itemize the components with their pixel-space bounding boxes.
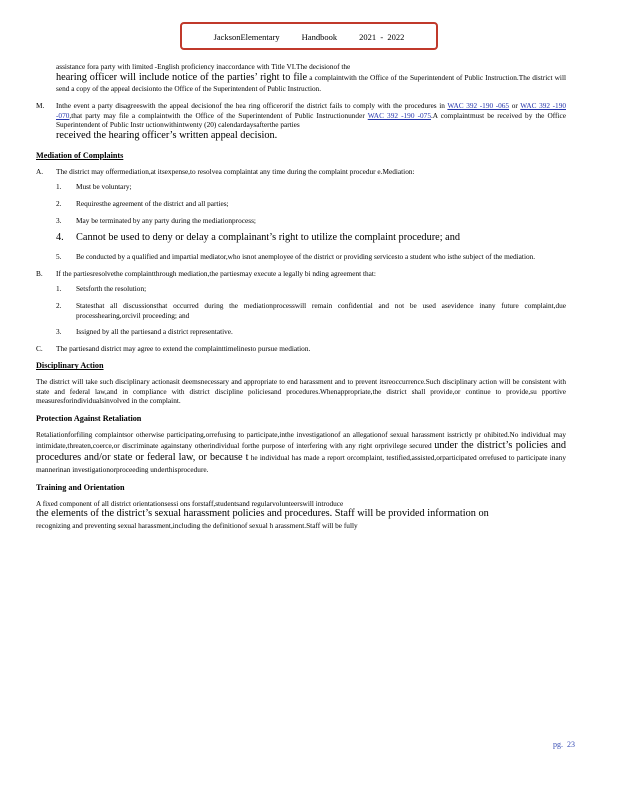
- list-item: 4. Cannot be used to deny or delay a complainant’s right to utilize the complaint procedure; and: [56, 232, 461, 244]
- wac-link-075[interactable]: WAC 392 -190 -075: [367, 110, 431, 120]
- header-text: [182, 32, 436, 42]
- list-item: 5. Be conducted by a qualified and impartial mediator,who isnot anemployee of the district or providing servicesto a student who isthe subject of the mediation.: [56, 252, 536, 262]
- wac-link-065[interactable]: WAC 392 -190 -065: [447, 101, 510, 111]
- list-item: 3. May be terminated by any party during the mediationprocess;: [56, 215, 256, 225]
- intro-line-1: assistance fora party with limited -English proficiency inaccordance with Title VI.The decisionof the: [56, 62, 351, 71]
- item-m: M. Inthe event a party disagreeswith the appeal decisionof the hea ring officerorif the district fails to comply with the procedures in WAC 392 -190 -065 or WAC 392 -190 -070,that party may file a complaintwith the Office of the Superintendent of Public Instructionunder WAC 392 -190 -075.A complaintmust be received by the Office Superintendent of Public Instr uctionwithintwenty (20) calendardaysafterthe parties received the hearing officer’s written appeal decision.: [36, 101, 566, 141]
- header-title: Handbook: [301, 32, 338, 42]
- wac-link-070[interactable]: WAC 392 -190 -070: [56, 101, 566, 120]
- list-item: 2. Statesthat all discussionsthat occurred during the mediationprocesswill remain confidential and not be used asevidence inany future complaint,due processhearing,orcivil proceeding; and: [56, 300, 566, 320]
- page-content: [36, 62, 566, 538]
- page-number: pg. 23: [553, 740, 575, 749]
- list-item: 1. Setsforth the resolution;: [56, 284, 147, 294]
- list-item: 3. Issigned by all the partiesand a district representative.: [56, 327, 233, 337]
- disciplinary-paragraph: The district will take such disciplinary actionasit deemsnecessary and appropriate to end harassment and to prevent itsreoccurrence.Such disciplinary action will be consistent with state and federal law,and in compliance with district discipline policiesand procedures.Whenappropriate,the district shall provide,or continue to provide,su pportive measuresforindividualsinvolved in the complaint.: [36, 377, 566, 406]
- header-school: JacksonElementary: [213, 32, 280, 42]
- intro-paragraph: [36, 62, 566, 94]
- mediation-a: A. The district may offermediation,at itsexpense,to resolvea complaintat any time during the complaint procedur e.Mediation:: [36, 166, 415, 176]
- header-years: 2021 - 2022: [359, 32, 405, 42]
- list-item: 1. Must be voluntary;: [56, 182, 132, 192]
- heading-mediation: Mediation of Complaints: [36, 150, 124, 160]
- heading-disciplinary: Disciplinary Action: [36, 361, 104, 371]
- intro-line-3: a complaintwith the Office of the Superintendent of Public Instruction.The district will send a copy of the appeal decisionto the Office of the Superintendent of Public Instruction.: [56, 72, 566, 94]
- retaliation-paragraph: Retaliationforfiling complaintsor otherwise participating,orrefusing to participate,inthe investigationof an allegationof sexual harassment isstrictly pr ohibited.No individual may intimidate,threaten,coerce,or discriminate againstany otherindividual forthe purpose of interfering with any right orprivilege secured under the district’s policies and procedures and/or state or federal law, or because t he individual has made a report orcomplaint, testified,assisted,orparticipated orrefused to participate inany mannerinan investigationorproceeding underthisprocedure.: [36, 429, 567, 475]
- intro-line-2: hearing officer will include notice of the parties’ right to file: [56, 71, 308, 83]
- mediation-b: B. If the partiesresolvethe complaintthrough mediation,the partiesmay execute a legally bi nding agreement that:: [36, 268, 376, 278]
- mediation-c: C. The partiesand district may agree to extend the complainttimelinesto pursue mediation.: [36, 343, 311, 353]
- item-m-marker: M.: [36, 101, 45, 111]
- training-paragraph: A fixed component of all district orientationsessi ons forstaff,studentsand regularvolunteerswill introduce the elements of the district’s sexual harassment policies and procedures. Staff will be provided information on recognizing and preventing sexual harassment,including the definitionof sexual h arassment.Staff will be fully: [36, 498, 489, 531]
- heading-training: Training and Orientation: [36, 482, 125, 492]
- header-box: [180, 22, 438, 50]
- heading-retaliation: Protection Against Retaliation: [36, 414, 142, 424]
- list-item: 2. Requiresthe agreement of the district and all parties;: [56, 198, 229, 208]
